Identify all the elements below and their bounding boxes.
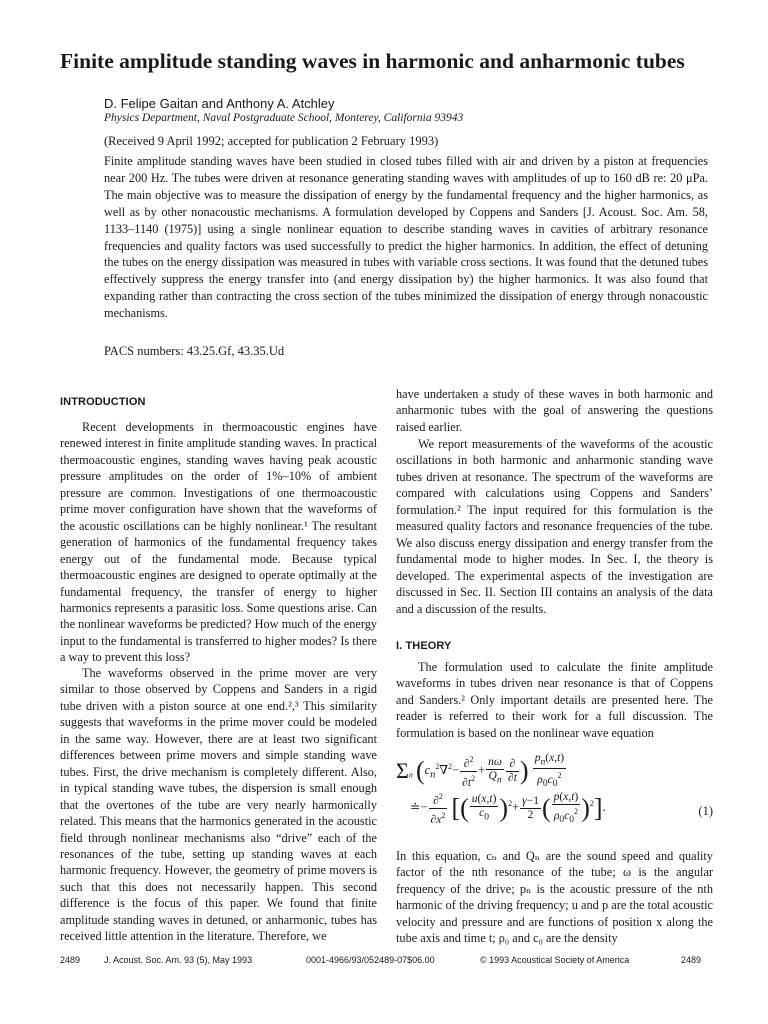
page-footer bbox=[60, 955, 710, 969]
received-date: (Received 9 April 1992; accepted for publication 2 February 1993) bbox=[104, 134, 439, 148]
theory-paragraph-2: In this equation, cₙ and Qₙ are the sound speed and quality factor of the nth resonance of the tube; ω is the angular frequency of the drive; pₙ is the acoustic pressure of the nth harmonic of the driving frequency; u and p are the total acoustic velocity and pressure and are functions of position x along the tube axis and time t; ρ₀ and c₀ are the density bbox=[396, 849, 713, 946]
affiliation: Physics Department, Naval Postgraduate School, Monterey, California 93943 bbox=[104, 112, 464, 124]
author-list: D. Felipe Gaitan and Anthony A. Atchley bbox=[104, 96, 335, 111]
theory-paragraph-1: The formulation used to calculate the finite amplitude waveforms in tubes driven near resonance is that of Coppens and Sanders.² Only important details are presented here. The reader is referred to their work for a full discussion. The formulation is based on the nonlinear wave equation bbox=[396, 660, 713, 740]
intro-paragraph-2: The waveforms observed in the prime mover are very similar to those observed by Coppens and Sanders in a rigid tube driven with a piston source at one end.²,³ This similarity suggests that waveforms in the prime mover could be modeled in the same way. However, there are at least two significant differences between prime movers and simple standing wave tubes. First, the drive mechanism is completely different. Also, in typical standing wave tubes, the dispersion is small enough that the overtones of the tube are very nearly harmonically related. This means that the harmonics generated in the acoustic field through nonlinear mechanisms also “drive” each of the resonances of the tube, setting up standing waves at each harmonic frequency. However, the geometry of prime movers is such that this does not necessarily happen. This second difference is the focus of this paper. We found that finite amplitude standing waves in detuned, or anharmonic, tubes has received little attention in the literature. Therefore, we bbox=[60, 666, 377, 944]
section-heading-theory: I. THEORY bbox=[396, 640, 452, 652]
footer-page-number-left: 2489 bbox=[60, 955, 81, 965]
abstract: Finite amplitude standing waves have been studied in closed tubes filled with air and driven by a piston at frequencies near 200 Hz. The tubes were driven at resonance generating standing waves with amplitudes of up to 160 dB re: 20 μPa. The main objective was to measure the dissipation of energy by the fundamental frequency and the higher harmonics, as well as by other nonacoustic mechanisms. A formulation developed by Coppens and Sanders [J. Acoust. Soc. Am. 58, 1133–1140 (1975)] using a single nonlinear equation to describe standing waves in cavities of arbitrary resonance frequencies and quality factors was used successfully to predict the higher harmonics. In addition, the effect of detuning the tubes on the energy dissipation was measured in tubes with variable cross sections. It was found that the detuned tubes effectively suppress the energy transfer into (and energy dissipation by) the higher harmonics. It was also found that expanding rather than contracting the cross section of the tubes minimized the dissipation of energy through nonacoustic mechanisms. bbox=[104, 154, 708, 321]
nonlinear-wave-equation bbox=[396, 752, 713, 844]
equation-line-2: ≐− $\frac{\partial^2}{\partial x^2}$ [( $\frac{u(x,t)}{c_0}$ )$^2$+ $\frac{\gamma-1}{2}$ ( $\frac{p(x,t)}{\rho_0c_0^2}$ )$^2$]. bbox=[410, 790, 606, 826]
section-heading-introduction: INTRODUCTION bbox=[60, 396, 146, 408]
equation-line-1: $\Sigma_n$ ($c_n^2\nabla^2-$ $\frac{\partial^2}{\partial t^2}$ + $\frac{n\omega}{Q_n}$ $\frac{\partial}{\partial t}$ ) $\frac{p_n(x,t)}{\rho_0c_0^2}$ bbox=[396, 752, 565, 790]
right-paragraph-1: have undertaken a study of these waves in both harmonic and anharmonic tubes with the goal of answering the questions raised earlier. bbox=[396, 387, 713, 434]
footer-page-number-right: 2489 bbox=[681, 955, 702, 965]
paper-title: Finite amplitude standing waves in harmonic and anharmonic tubes bbox=[60, 49, 685, 73]
intro-paragraph-1: Recent developments in thermoacoustic engines have renewed interest in finite amplitude standing waves. In practical thermoacoustic engines, standing waves having peak acoustic pressure amplitudes on the order of 1%–10% of ambient pressure are common. Investigations of one thermoacoustic prime mover configuration have shown that the waveforms of the acoustic oscillations can be highly nonlinear.¹ The resultant generation of harmonics of the fundamental frequency takes energy out of the fundamental mode. Because typical thermoacoustic engines are designed to operate optimally at the fundamental frequency, the transfer of energy to higher harmonics represents a parasitic loss. Some questions arise. Can the nonlinear waveforms be predicted? How much of the energy input to the fundamental is transferred to higher modes? Is there a way to prevent this loss? bbox=[60, 420, 377, 665]
equation-number: (1) bbox=[698, 804, 713, 818]
footer-copyright: © 1993 Acoustical Society of America bbox=[480, 955, 630, 965]
pacs-numbers: PACS numbers: 43.25.Gf, 43.35.Ud bbox=[104, 344, 285, 358]
footer-journal-citation: J. Acoust. Soc. Am. 93 (5), May 1993 bbox=[104, 955, 253, 965]
right-paragraph-2: We report measurements of the waveforms of the acoustic oscillations in both harmonic and anharmonic standing wave tubes driven at resonance. The spectrum of the waveforms are compared with calculations using Coppens and Sanders’ formulation.² The input required for this formulation is the measured quality factors and resonance frequencies of the tube. We also discuss energy dissipation and energy transfer from the fundamental mode to higher modes. In Sec. I, the theory is developed. The experimental aspects of the investigation are discussed in Sec. II. Section III contains an analysis of the data and a discussion of the results. bbox=[396, 437, 713, 616]
footer-article-code: 0001-4966/93/052489-07$06.00 bbox=[306, 955, 435, 965]
